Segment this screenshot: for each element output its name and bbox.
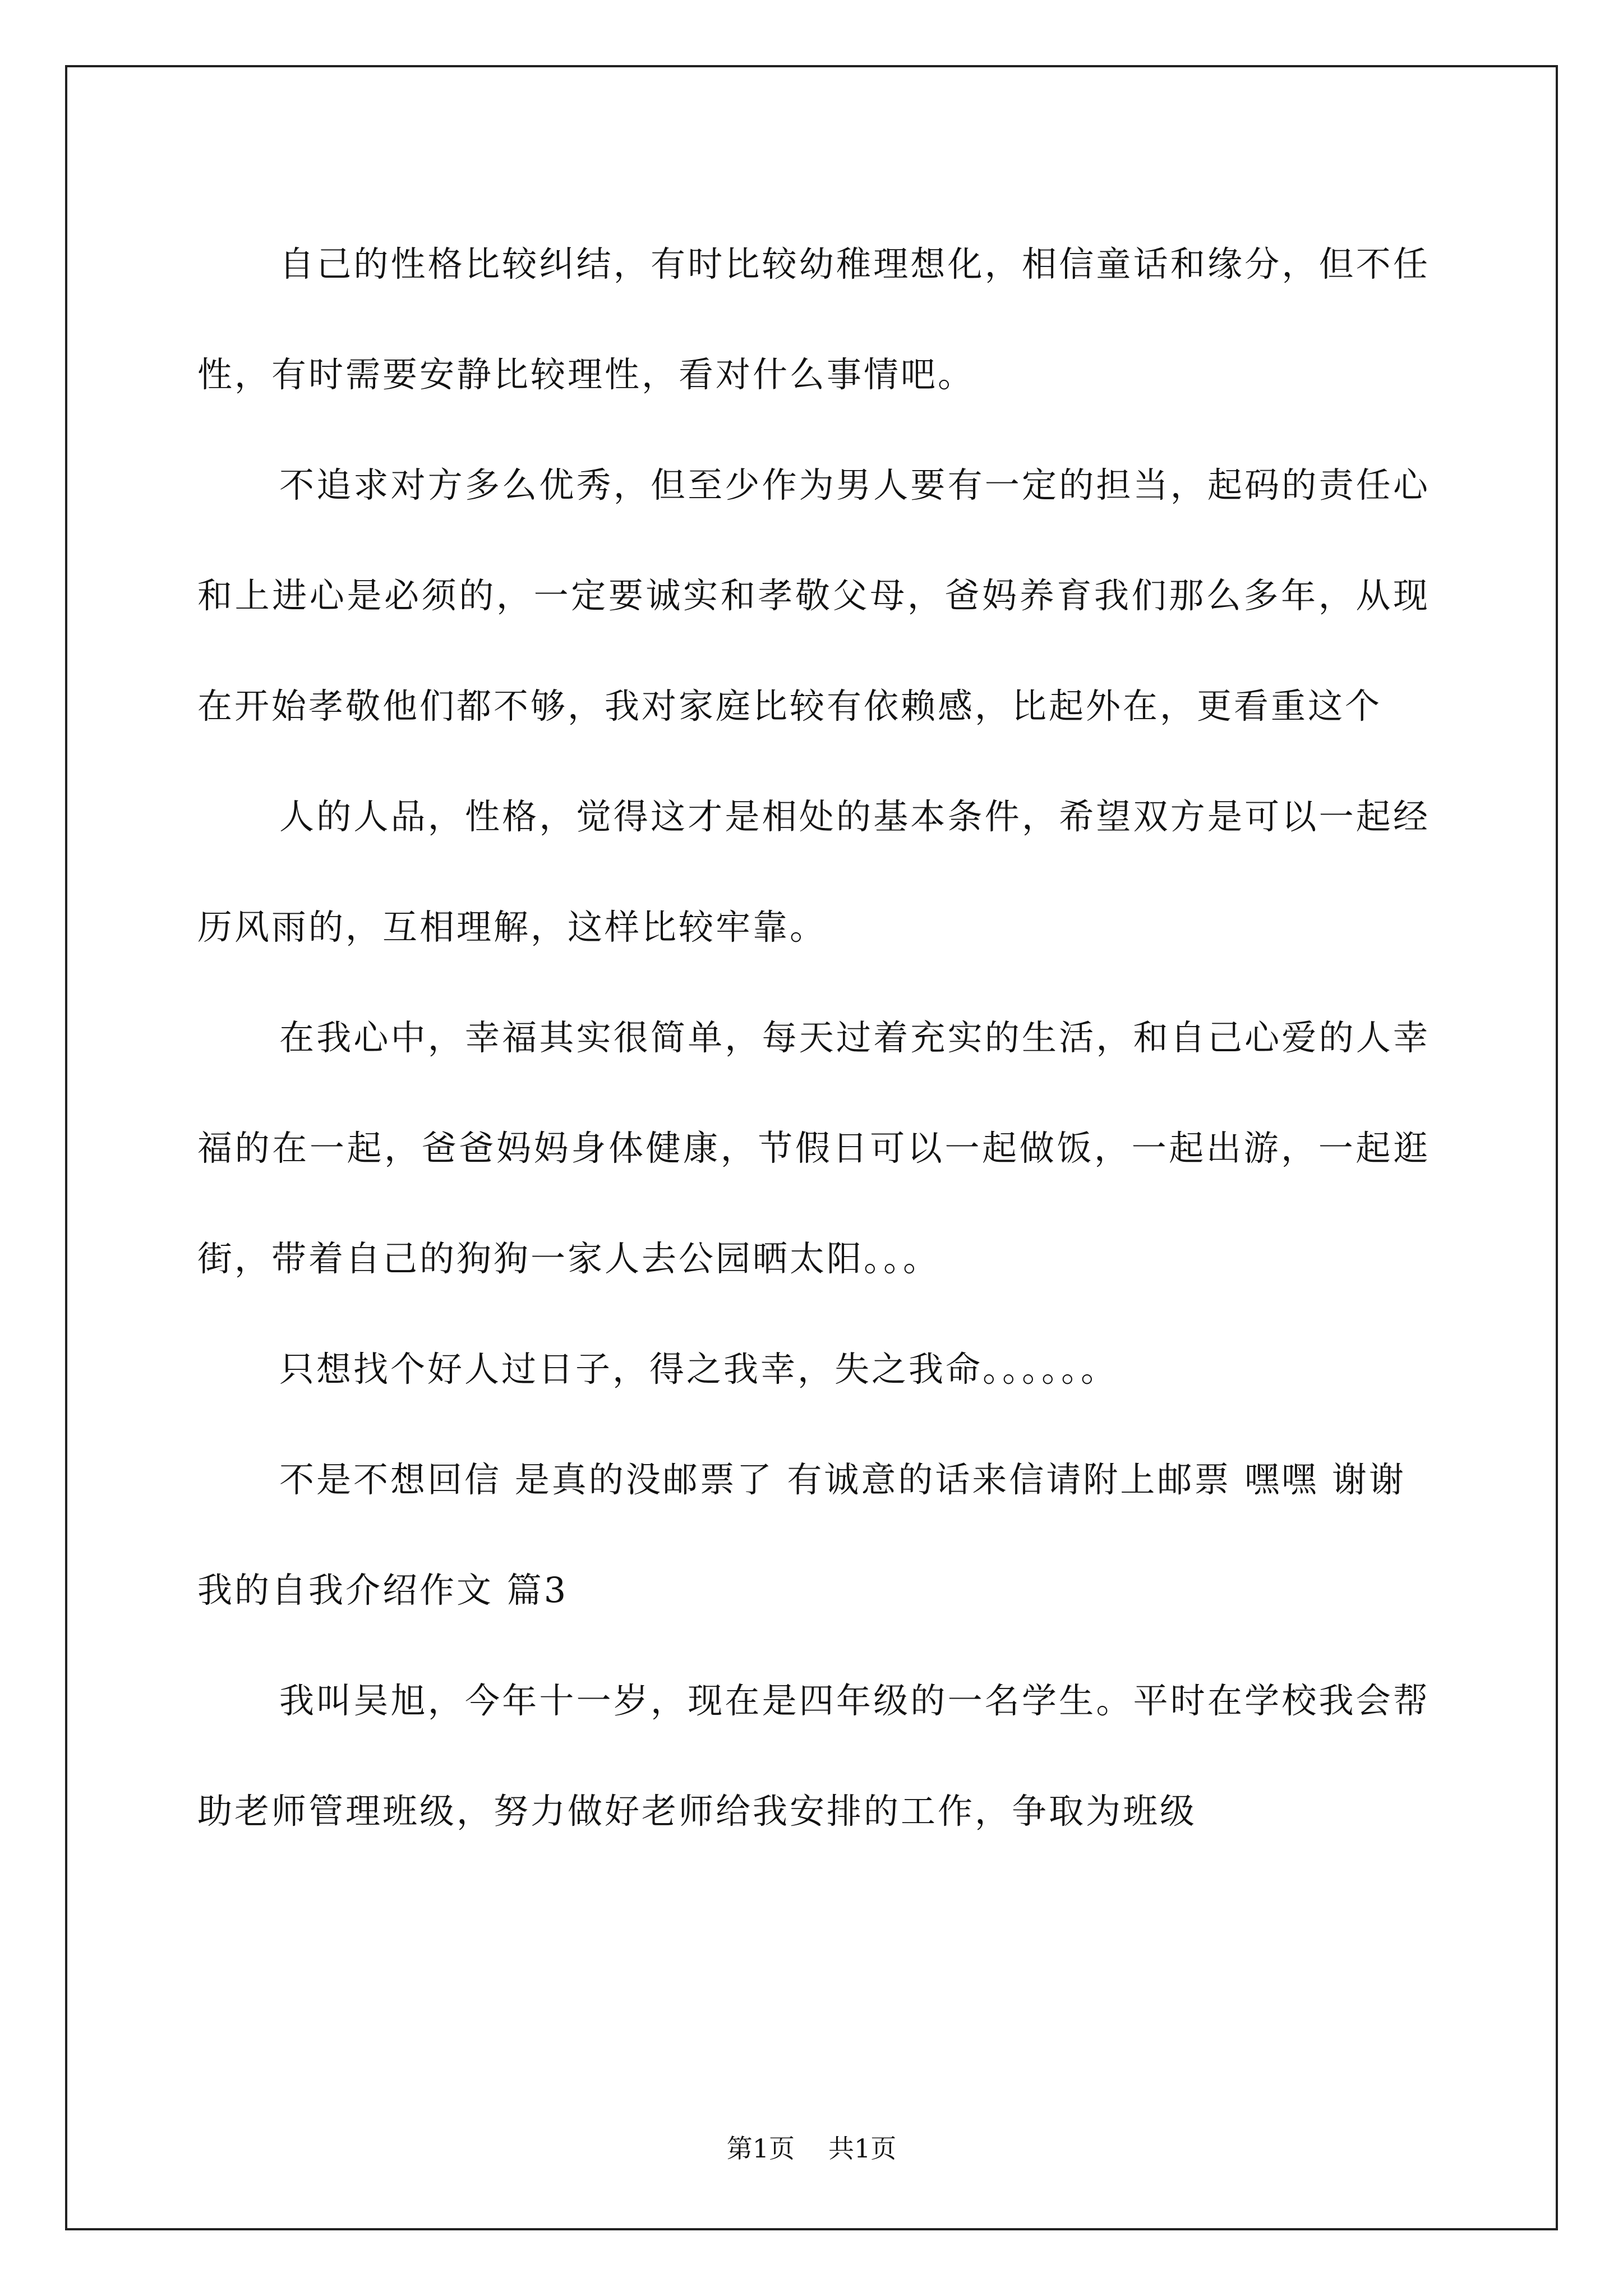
page-total-label: 共1页 (828, 2133, 897, 2164)
paragraph-6: 不是不想回信 是真的没邮票了 有诚意的话来信请附上邮票 嘿嘿 谢谢 (279, 1459, 1406, 1500)
paragraph-1: 自己的性格比较纠结，有时比较幼稚理想化，相信童话和缘分，但不任性，有时需要安静比较理性，看对什么事情吧。 (197, 243, 1430, 395)
paragraph-5: 只想找个好人过日子，得之我幸，失之我命。。。。。。 (279, 1349, 1118, 1389)
paragraph-3: 人的人品，性格，觉得这才是相处的基本条件，希望双方是可以一起经历风雨的，互相理解，这样比较牢靠。 (197, 796, 1430, 947)
section-heading: 我的自我介绍作文 篇3 (197, 1570, 569, 1611)
document-body (197, 209, 1430, 1866)
paragraph-4: 在我心中，幸福其实很简单，每天过着充实的生活，和自己心爱的人幸福的在一起，爸爸妈妈身体健康，节假日可以一起做饭，一起出游，一起逛街，带着自己的狗狗一家人去公园晒太阳。。。 (197, 1017, 1430, 1279)
page-footer (0, 2132, 1623, 2165)
paragraph-2: 不追求对方多么优秀，但至少作为男人要有一定的担当，起码的责任心和上进心是必须的，一定要诚实和孝敬父母，爸妈养育我们那么多年，从现在开始孝敬他们都不够，我对家庭比较有依赖感，比起外在，更看重这个 (197, 464, 1430, 726)
page-current-label: 第1页 (726, 2133, 795, 2164)
paragraph-7: 我叫吴旭，今年十一岁，现在是四年级的一名学生。平时在学校我会帮助老师管理班级，努力做好老师给我安排的工作，争取为班级 (197, 1680, 1430, 1832)
